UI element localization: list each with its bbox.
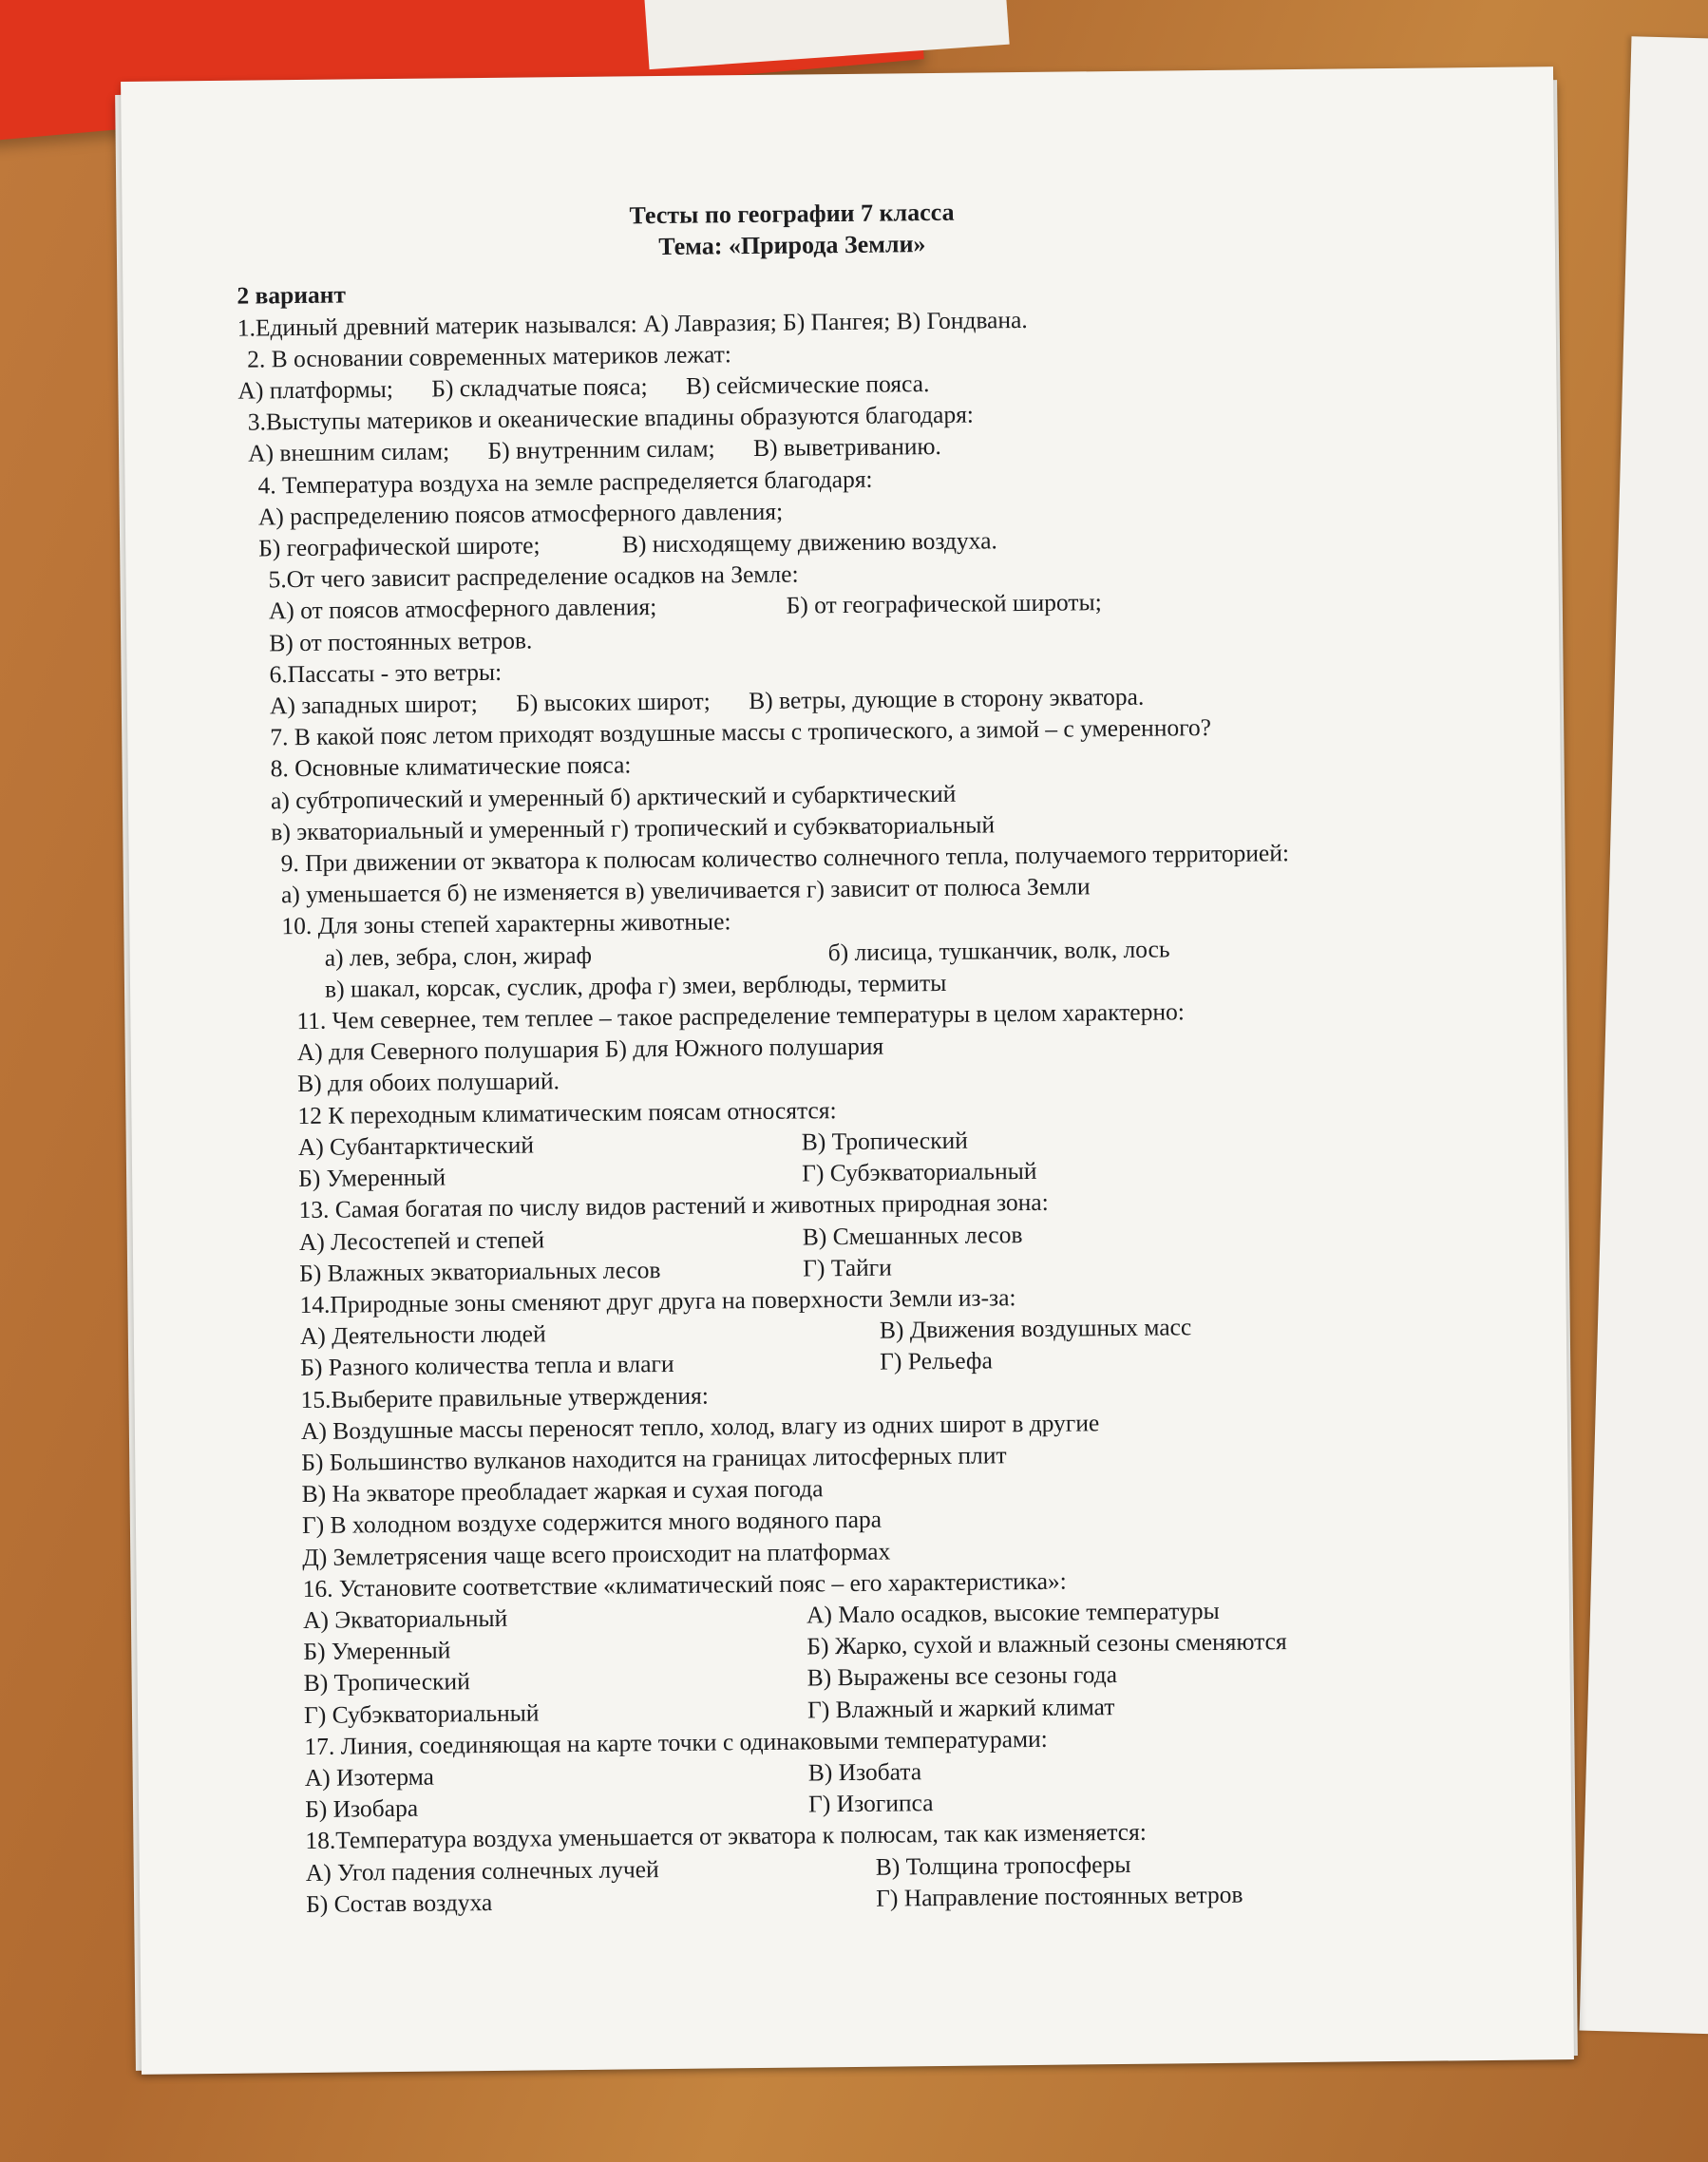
question-5: 5.От чего зависит распределение осадков на Земле: (268, 559, 799, 594)
question-4-option-a: А) распределению поясов атмосферного давления; (257, 497, 784, 531)
question-15-option-v: В) На экваторе преобладает жаркая и сухая погода (301, 1474, 824, 1508)
question-18-options-row1: А) Угол падения солнечных лучей В) Толщина тропосферы (305, 1849, 1131, 1887)
question-2-options: А) платформы; Б) складчатые пояса; В) сейсмические пояса. (237, 370, 930, 405)
question-16-row3: В) Тропический В) Выражены все сезоны года (303, 1660, 1118, 1697)
question-9: 9. При движении от экватора к полюсам количество солнечного тепла, получаемого территорией: (280, 839, 1290, 878)
question-11: 11. Чем севернее, тем теплее – такое распределение температуры в целом характерно: (296, 997, 1186, 1035)
question-13-options-row2: Б) Влажных экваториальных лесов Г) Тайги (299, 1253, 892, 1287)
question-5-option-c: В) от постоянных ветров. (269, 626, 533, 656)
question-14-options-row1: А) Деятельности людей В) Движения воздушных масс (299, 1313, 1192, 1351)
question-11-option-c: В) для обоих полушарий. (296, 1067, 560, 1098)
question-12-options-row1: А) Субантарктический В) Тропический (297, 1126, 968, 1161)
variant-label: 2 вариант (237, 280, 347, 311)
question-4-options: Б) географической широте; В) нисходящему движению воздуха. (258, 526, 997, 562)
question-16: 16. Установите соответствие «климатический пояс – его характеристика»: (302, 1566, 1067, 1603)
question-15-option-b: Б) Большинство вулканов находится на границах литосферных плит (301, 1441, 1007, 1476)
question-12-options-row2: Б) Умеренный Г) Субэкваториальный (298, 1157, 1037, 1193)
question-7: 7. В какой пояс летом приходят воздушные массы с тропического, а зимой – с умеренного? (270, 713, 1212, 751)
question-3-options: А) внешним силам; Б) внутренним силам; В) выветриванию. (248, 432, 942, 467)
question-8: 8. Основные климатические пояса: (270, 750, 632, 783)
topic-title: Тема: «Природа Земли» (658, 230, 926, 261)
question-18: 18.Температура воздуха уменьшается от экватора к полюсам, так как изменяется: (305, 1818, 1148, 1855)
question-17-options-row2: Б) Изобара Г) Изогипса (304, 1789, 934, 1824)
question-15-option-a: А) Воздушные массы переносят тепло, холод, влагу из одних широт в другие (300, 1408, 1100, 1445)
question-15-option-d: Д) Землетрясения чаще всего происходит на платформах (302, 1537, 891, 1571)
question-17-options-row1: А) Изотерма В) Изобата (304, 1757, 922, 1792)
question-12: 12 К переходным климатическим поясам относятся: (297, 1095, 837, 1129)
question-6: 6.Пассаты - это ветры: (269, 657, 503, 689)
question-13-options-row1: А) Лесостепей и степей В) Смешанных лесов (298, 1220, 1023, 1256)
test-content (236, 191, 1489, 1920)
question-16-row4: Г) Субэкваториальный Г) Влажный и жаркий климат (303, 1692, 1115, 1729)
question-17: 17. Линия, соединяющая на карте точки с одинаковыми температурами: (304, 1724, 1048, 1760)
question-1: 1.Единый древний материк назывался: А) Лавразия; Б) Пангея; В) Гондвана. (237, 305, 1028, 342)
question-18-options-row2: Б) Состав воздуха Г) Направление постоянных ветров (306, 1880, 1243, 1918)
question-5-options: А) от поясов атмосферного давления; Б) от географической широты; (268, 588, 1102, 625)
question-3: 3.Выступы материков и океанические впадины образуются благодаря: (247, 400, 975, 436)
question-15-option-g: Г) В холодном воздухе содержится много водяного пара (301, 1505, 882, 1540)
question-10-options-ab: а) лев, зебра, слон, жираф б) лисица, тушканчик, волк, лось (324, 935, 1170, 972)
question-2: 2. В основании современных материков лежат: (246, 340, 732, 373)
question-8-option-vg: в) экваториальный и умеренный г) тропический и субэкваториальный (271, 810, 996, 846)
question-8-option-ab: а) субтропический и умеренный б) арктический и субарктический (270, 779, 957, 814)
test-sheet (121, 66, 1574, 2075)
question-10: 10. Для зоны степей характерны животные: (281, 907, 731, 940)
question-16-row2: Б) Умеренный Б) Жарко, сухой и влажный сезоны сменяются (303, 1627, 1287, 1666)
question-9-options: а) уменьшается б) не изменяется в) увеличивается г) зависит от полюса Земли (280, 872, 1091, 909)
page-title: Тесты по географии 7 класса (629, 198, 955, 230)
question-6-options: А) западных широт; Б) высоких широт; В) ветры, дующие в сторону экватора. (269, 682, 1145, 720)
question-14: 14.Природные зоны сменяют друг друга на поверхности Земли из-за: (299, 1283, 1016, 1318)
question-13: 13. Самая богатая по числу видов растений и животных природная зона: (298, 1188, 1049, 1224)
question-16-row1: А) Экваториальный А) Мало осадков, высокие температуры (302, 1596, 1220, 1634)
question-10-options-vg: в) шакал, корсак, суслик, дрофа г) змеи, верблюды, термиты (324, 968, 947, 1003)
question-11-options-ab: А) для Северного полушария Б) для Южного полушария (296, 1032, 884, 1067)
question-4: 4. Температура воздуха на земле распределяется благодаря: (257, 465, 873, 500)
question-14-options-row2: Б) Разного количества тепла и влаги Г) Рельефа (300, 1346, 993, 1382)
question-15: 15.Выберите правильные утверждения: (300, 1381, 710, 1413)
